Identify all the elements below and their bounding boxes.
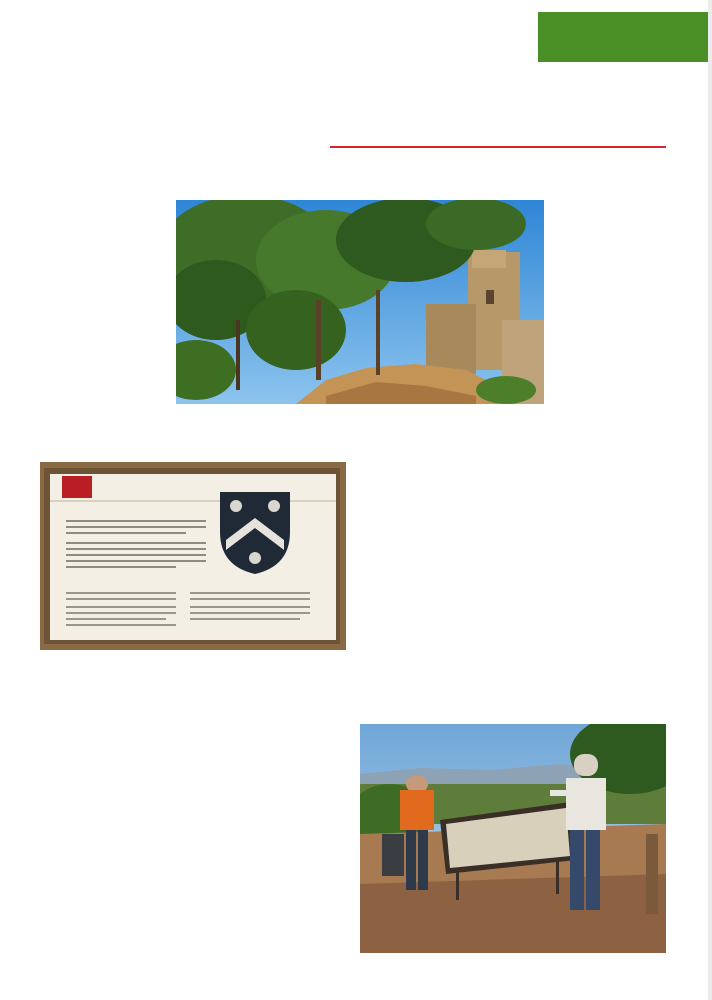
title-rule [330, 146, 666, 148]
page-number-box [538, 12, 708, 62]
tower-photo [176, 200, 544, 404]
sign-photo [40, 462, 346, 650]
page-edge-shadow [708, 0, 712, 1000]
memorial-photo [360, 724, 666, 953]
